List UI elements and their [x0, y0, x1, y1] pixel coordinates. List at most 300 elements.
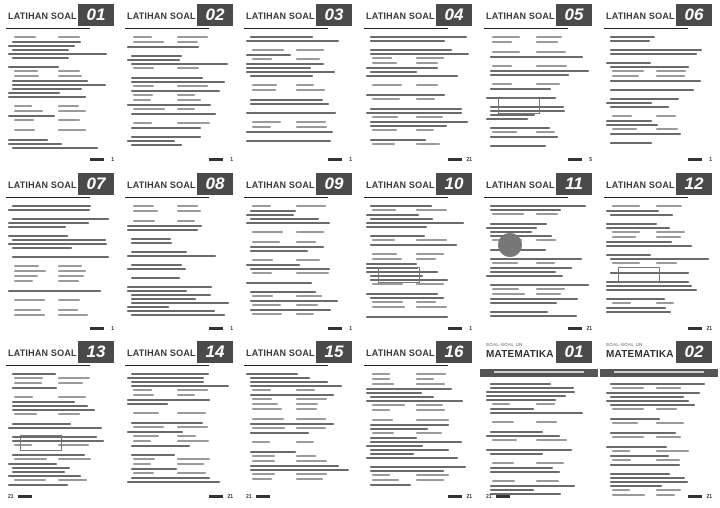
- answer-option-line: [58, 413, 80, 415]
- page-number-badge: 12: [676, 173, 712, 195]
- answer-option-line: [372, 57, 392, 59]
- question-text-block: [606, 205, 712, 319]
- question-line: [127, 403, 168, 405]
- question-line: [490, 431, 543, 433]
- question-line: [250, 394, 334, 396]
- question-line: [490, 485, 575, 487]
- answer-option-line: [416, 409, 445, 411]
- answer-option-line: [58, 396, 86, 398]
- answer-option-line: [296, 304, 318, 306]
- question-line: [12, 405, 88, 407]
- answer-option-line: [58, 105, 79, 107]
- answer-option-line: [58, 129, 86, 131]
- question-line: [606, 245, 692, 247]
- question-line: [610, 477, 685, 479]
- header-rule: [364, 28, 448, 29]
- question-line: [250, 385, 342, 387]
- footer-page-number: 1: [469, 326, 472, 332]
- question-line: [370, 453, 414, 455]
- answer-option-line: [177, 94, 195, 96]
- footer-page-number: 21: [586, 326, 592, 332]
- exercise-page-thumbnail[interactable]: [121, 171, 239, 337]
- answer-option-line: [177, 435, 196, 437]
- question-line: [606, 124, 658, 126]
- question-line: [486, 275, 563, 277]
- answer-option-line: [58, 70, 80, 72]
- question-line: [131, 238, 171, 240]
- header-rule: [604, 197, 688, 198]
- question-line: [12, 467, 70, 469]
- question-line: [8, 463, 57, 465]
- answer-option-line: [177, 463, 204, 465]
- footer-bar: [448, 327, 462, 330]
- answer-option-line: [252, 272, 272, 274]
- page-number-badge: 15: [316, 341, 352, 363]
- question-line: [131, 55, 182, 57]
- question-line: [366, 67, 438, 69]
- answer-option-line: [416, 84, 438, 86]
- answer-option-line: [252, 408, 282, 410]
- exercise-page-thumbnail[interactable]: [2, 339, 120, 505]
- answer-option-line: [612, 450, 630, 452]
- question-line: [490, 114, 535, 116]
- question-line: [486, 227, 537, 229]
- question-line: [246, 264, 300, 266]
- question-line: [131, 302, 229, 304]
- answer-option-line: [252, 403, 278, 405]
- question-line: [490, 223, 547, 225]
- answer-option-line: [656, 422, 684, 424]
- question-line: [12, 41, 81, 43]
- question-line: [606, 289, 697, 291]
- exercise-page-thumbnail[interactable]: [121, 2, 239, 168]
- answer-option-line: [416, 306, 447, 308]
- question-line: [246, 282, 312, 284]
- question-line: [250, 469, 349, 471]
- answer-option-line: [252, 441, 270, 443]
- answer-option-line: [296, 126, 327, 128]
- answer-option-line: [14, 265, 39, 267]
- answer-option-line: [416, 62, 438, 64]
- answer-option-line: [296, 259, 320, 261]
- answer-option-line: [14, 110, 43, 112]
- page-title: LATIHAN SOAL: [246, 348, 315, 358]
- question-line: [8, 53, 107, 55]
- question-line: [246, 131, 333, 133]
- footer-page-number: 1: [349, 326, 352, 332]
- footer-page-number: 21: [8, 494, 14, 500]
- question-line: [606, 307, 666, 309]
- question-line: [8, 115, 55, 117]
- answer-option-line: [296, 121, 326, 123]
- exercise-page-thumbnail[interactable]: [600, 2, 718, 168]
- answer-option-line: [416, 283, 444, 285]
- answer-option-line: [14, 479, 46, 481]
- question-line: [370, 125, 447, 127]
- page-number-badge: 05: [556, 4, 592, 26]
- footer-bar: [688, 495, 702, 498]
- exercise-page-thumbnail[interactable]: [480, 339, 598, 505]
- question-line: [246, 54, 291, 56]
- answer-option-line: [177, 458, 210, 460]
- answer-option-line: [252, 304, 281, 306]
- question-line: [490, 258, 582, 260]
- footer-page-number: 21: [706, 326, 712, 332]
- question-line: [486, 449, 572, 451]
- answer-option-line: [252, 241, 280, 243]
- question-line: [606, 62, 651, 64]
- question-line: [490, 298, 578, 300]
- page-number-badge: 10: [436, 173, 472, 195]
- answer-option-line: [296, 58, 320, 60]
- header-rule: [125, 28, 209, 29]
- question-line: [250, 246, 324, 248]
- answer-option-line: [536, 83, 560, 85]
- question-line: [370, 139, 426, 141]
- answer-option-line: [14, 75, 39, 77]
- question-line: [131, 81, 225, 83]
- question-line: [8, 139, 48, 141]
- question-line: [131, 251, 187, 253]
- footer-bar: [18, 495, 32, 498]
- exercise-page-thumbnail[interactable]: [240, 171, 358, 337]
- answer-option-line: [296, 478, 323, 480]
- question-line: [610, 481, 688, 483]
- exercise-page-thumbnail[interactable]: [2, 2, 120, 168]
- answer-option-line: [177, 210, 201, 212]
- question-line: [486, 391, 575, 393]
- question-line: [12, 409, 95, 411]
- question-line: [610, 396, 684, 398]
- question-line: [250, 291, 316, 293]
- question-text-block: [366, 373, 472, 487]
- exercise-page-thumbnail[interactable]: [121, 339, 239, 505]
- answer-option-line: [372, 378, 390, 380]
- answer-option-line: [58, 382, 83, 384]
- question-line: [250, 451, 296, 453]
- question-text-block: [486, 205, 592, 319]
- question-line: [610, 133, 681, 135]
- answer-option-line: [58, 75, 82, 77]
- question-line: [490, 284, 589, 286]
- answer-option-line: [416, 404, 443, 406]
- question-line: [12, 387, 57, 389]
- answer-option-line: [58, 314, 88, 316]
- exercise-page-thumbnail[interactable]: [600, 171, 718, 337]
- answer-option-line: [133, 426, 164, 428]
- question-line: [606, 210, 659, 212]
- exercise-page-thumbnail[interactable]: [360, 171, 478, 337]
- question-line: [490, 271, 556, 273]
- page-header: [360, 171, 478, 195]
- answer-option-line: [252, 84, 277, 86]
- question-line: [127, 229, 198, 231]
- page-title: LATIHAN SOAL: [246, 180, 315, 190]
- page-number-badge: 07: [78, 173, 114, 195]
- answer-option-line: [14, 36, 36, 38]
- answer-option-line: [177, 472, 206, 474]
- question-line: [370, 36, 467, 38]
- answer-option-line: [133, 435, 159, 437]
- exercise-page-thumbnail[interactable]: [240, 339, 358, 505]
- question-line: [490, 70, 589, 72]
- question-line: [606, 285, 692, 287]
- question-line: [131, 294, 211, 296]
- answer-option-line: [492, 439, 517, 441]
- question-line: [490, 302, 557, 304]
- answer-option-line: [372, 116, 398, 118]
- footer-bar: [90, 158, 104, 161]
- answer-option-line: [372, 258, 402, 260]
- answer-option-line: [656, 128, 678, 130]
- answer-option-line: [252, 313, 282, 315]
- question-line: [366, 75, 458, 77]
- question-line: [12, 84, 106, 86]
- question-line: [8, 475, 81, 477]
- answer-option-line: [14, 70, 38, 72]
- section-band-text: [614, 371, 704, 373]
- exercise-page-thumbnail[interactable]: [480, 2, 598, 168]
- question-line: [366, 400, 463, 402]
- question-line: [8, 226, 66, 228]
- answer-option-line: [656, 75, 685, 77]
- question-line: [490, 471, 560, 473]
- answer-option-line: [296, 241, 316, 243]
- question-line: [610, 66, 689, 68]
- question-line: [366, 392, 422, 394]
- answer-option-line: [612, 489, 630, 491]
- footer-bar: [328, 158, 342, 161]
- question-line: [606, 120, 652, 122]
- answer-option-line: [372, 62, 397, 64]
- question-line: [250, 309, 331, 311]
- question-line: [250, 36, 313, 38]
- question-line: [127, 399, 210, 401]
- answer-option-line: [372, 409, 390, 411]
- answer-option-line: [177, 99, 201, 101]
- question-line: [490, 74, 569, 76]
- question-line: [246, 67, 311, 69]
- question-line: [250, 250, 308, 252]
- question-line: [127, 310, 215, 312]
- answer-option-line: [14, 396, 33, 398]
- answer-option-line: [656, 489, 681, 491]
- question-line: [8, 427, 102, 429]
- question-line: [127, 290, 187, 292]
- answer-option-line: [133, 394, 154, 396]
- page-title: LATIHAN SOAL: [127, 11, 196, 21]
- question-line: [610, 36, 655, 38]
- question-line: [606, 446, 667, 448]
- question-line: [366, 388, 452, 390]
- question-line: [366, 293, 438, 295]
- answer-option-line: [14, 299, 45, 301]
- page-number-badge: 08: [197, 173, 233, 195]
- answer-option-line: [252, 460, 275, 462]
- page-number-badge: 02: [197, 4, 233, 26]
- exercise-page-thumbnail[interactable]: [240, 2, 358, 168]
- page-number-badge: 06: [676, 4, 712, 26]
- question-line: [12, 239, 106, 241]
- page-header: [2, 339, 120, 363]
- answer-option-line: [177, 389, 208, 391]
- footer-bar: [256, 495, 270, 498]
- page-title: LATIHAN SOAL: [486, 11, 555, 21]
- answer-option-line: [492, 65, 512, 67]
- question-line: [370, 470, 444, 472]
- question-line: [131, 381, 204, 383]
- answer-option-line: [372, 301, 403, 303]
- answer-option-line: [133, 458, 155, 460]
- question-line: [610, 80, 701, 82]
- exercise-page-thumbnail[interactable]: [360, 2, 478, 168]
- page-footer: [246, 325, 352, 331]
- question-line: [610, 464, 680, 466]
- question-line: [490, 315, 577, 317]
- page-number-badge: 04: [436, 4, 472, 26]
- answer-option-line: [252, 427, 285, 429]
- page-header: [121, 2, 239, 26]
- question-line: [370, 437, 417, 439]
- answer-option-line: [492, 131, 517, 133]
- question-text-block: [366, 205, 472, 319]
- question-line: [610, 258, 709, 260]
- question-text-block: [606, 383, 712, 487]
- answer-option-line: [14, 275, 38, 277]
- question-line: [610, 142, 652, 144]
- page-footer: [606, 493, 712, 499]
- question-line: [127, 140, 175, 142]
- answer-option-line: [58, 119, 80, 121]
- answer-option-line: [492, 36, 520, 38]
- question-line: [490, 205, 586, 207]
- answer-option-line: [252, 389, 271, 391]
- question-line: [12, 49, 69, 51]
- question-line: [490, 136, 558, 138]
- answer-option-line: [296, 231, 324, 233]
- question-line: [250, 99, 323, 101]
- question-line: [12, 88, 82, 90]
- question-line: [8, 222, 89, 224]
- page-number-badge: 01: [556, 341, 592, 363]
- question-line: [131, 314, 225, 316]
- answer-option-line: [612, 436, 644, 438]
- question-line: [131, 277, 180, 279]
- answer-option-line: [612, 205, 640, 207]
- answer-option-line: [372, 383, 394, 385]
- question-line: [250, 381, 328, 383]
- answer-option-line: [656, 459, 680, 461]
- question-text-block: [246, 373, 352, 487]
- answer-option-line: [372, 306, 405, 308]
- page-title: LATIHAN SOAL: [8, 11, 77, 21]
- page-number-badge: 03: [316, 4, 352, 26]
- page-title: MATEMATIKA: [486, 349, 554, 360]
- question-line: [606, 223, 657, 225]
- question-line: [610, 49, 702, 51]
- question-line: [246, 112, 336, 114]
- page-footer: [606, 325, 712, 331]
- question-line: [131, 242, 172, 244]
- question-line: [131, 127, 201, 129]
- question-line: [246, 63, 324, 65]
- header-rule: [6, 28, 90, 29]
- header-rule: [244, 197, 328, 198]
- answer-option-line: [296, 398, 327, 400]
- answer-option-line: [58, 479, 87, 481]
- answer-option-line: [372, 283, 403, 285]
- header-rule: [6, 365, 90, 366]
- exercise-page-thumbnail[interactable]: [600, 339, 718, 505]
- page-header: [480, 2, 598, 26]
- answer-option-line: [252, 455, 275, 457]
- answer-option-line: [416, 129, 434, 131]
- page-title: MATEMATIKA: [606, 349, 674, 360]
- page-footer: [486, 325, 592, 331]
- question-line: [610, 432, 676, 434]
- answer-option-line: [416, 378, 434, 380]
- answer-option-line: [536, 213, 558, 215]
- answer-option-line: [612, 128, 637, 130]
- figure-illustration: [498, 233, 522, 257]
- question-line: [610, 106, 669, 108]
- answer-option-line: [656, 115, 676, 117]
- header-rule: [244, 365, 328, 366]
- exercise-page-thumbnail[interactable]: [2, 171, 120, 337]
- question-line: [127, 377, 204, 379]
- question-line: [246, 222, 330, 224]
- question-line: [370, 235, 425, 237]
- question-line: [246, 214, 294, 216]
- question-line: [12, 57, 69, 59]
- answer-option-line: [14, 458, 47, 460]
- footer-page-number: 21: [466, 494, 472, 500]
- question-line: [127, 104, 211, 106]
- exercise-page-thumbnail[interactable]: [360, 339, 478, 505]
- footer-bar: [688, 327, 702, 330]
- answer-option-line: [177, 220, 195, 222]
- page-header: [480, 339, 598, 363]
- question-line: [490, 209, 561, 211]
- answer-option-line: [536, 51, 566, 53]
- answer-option-line: [58, 444, 89, 446]
- answer-option-line: [14, 105, 32, 107]
- question-line: [246, 71, 335, 73]
- answer-option-line: [612, 262, 640, 264]
- answer-option-line: [492, 293, 525, 295]
- answer-option-line: [133, 108, 165, 110]
- question-line: [370, 428, 428, 430]
- question-line: [8, 96, 86, 98]
- page-header: [2, 2, 120, 26]
- figure-illustration: [20, 435, 62, 451]
- question-line: [486, 399, 556, 401]
- question-line: [131, 298, 196, 300]
- answer-option-line: [133, 412, 159, 414]
- exercise-page-thumbnail[interactable]: [480, 171, 598, 337]
- page-footer: [366, 493, 472, 499]
- answer-option-line: [492, 480, 515, 482]
- footer-page-number: 21: [227, 494, 233, 500]
- question-line: [250, 377, 310, 379]
- page-number-badge: 16: [436, 341, 472, 363]
- answer-option-line: [296, 313, 314, 315]
- question-line: [131, 90, 220, 92]
- footer-bar: [328, 327, 342, 330]
- question-text-block: [127, 373, 233, 487]
- question-line: [127, 268, 186, 270]
- answer-option-line: [656, 436, 681, 438]
